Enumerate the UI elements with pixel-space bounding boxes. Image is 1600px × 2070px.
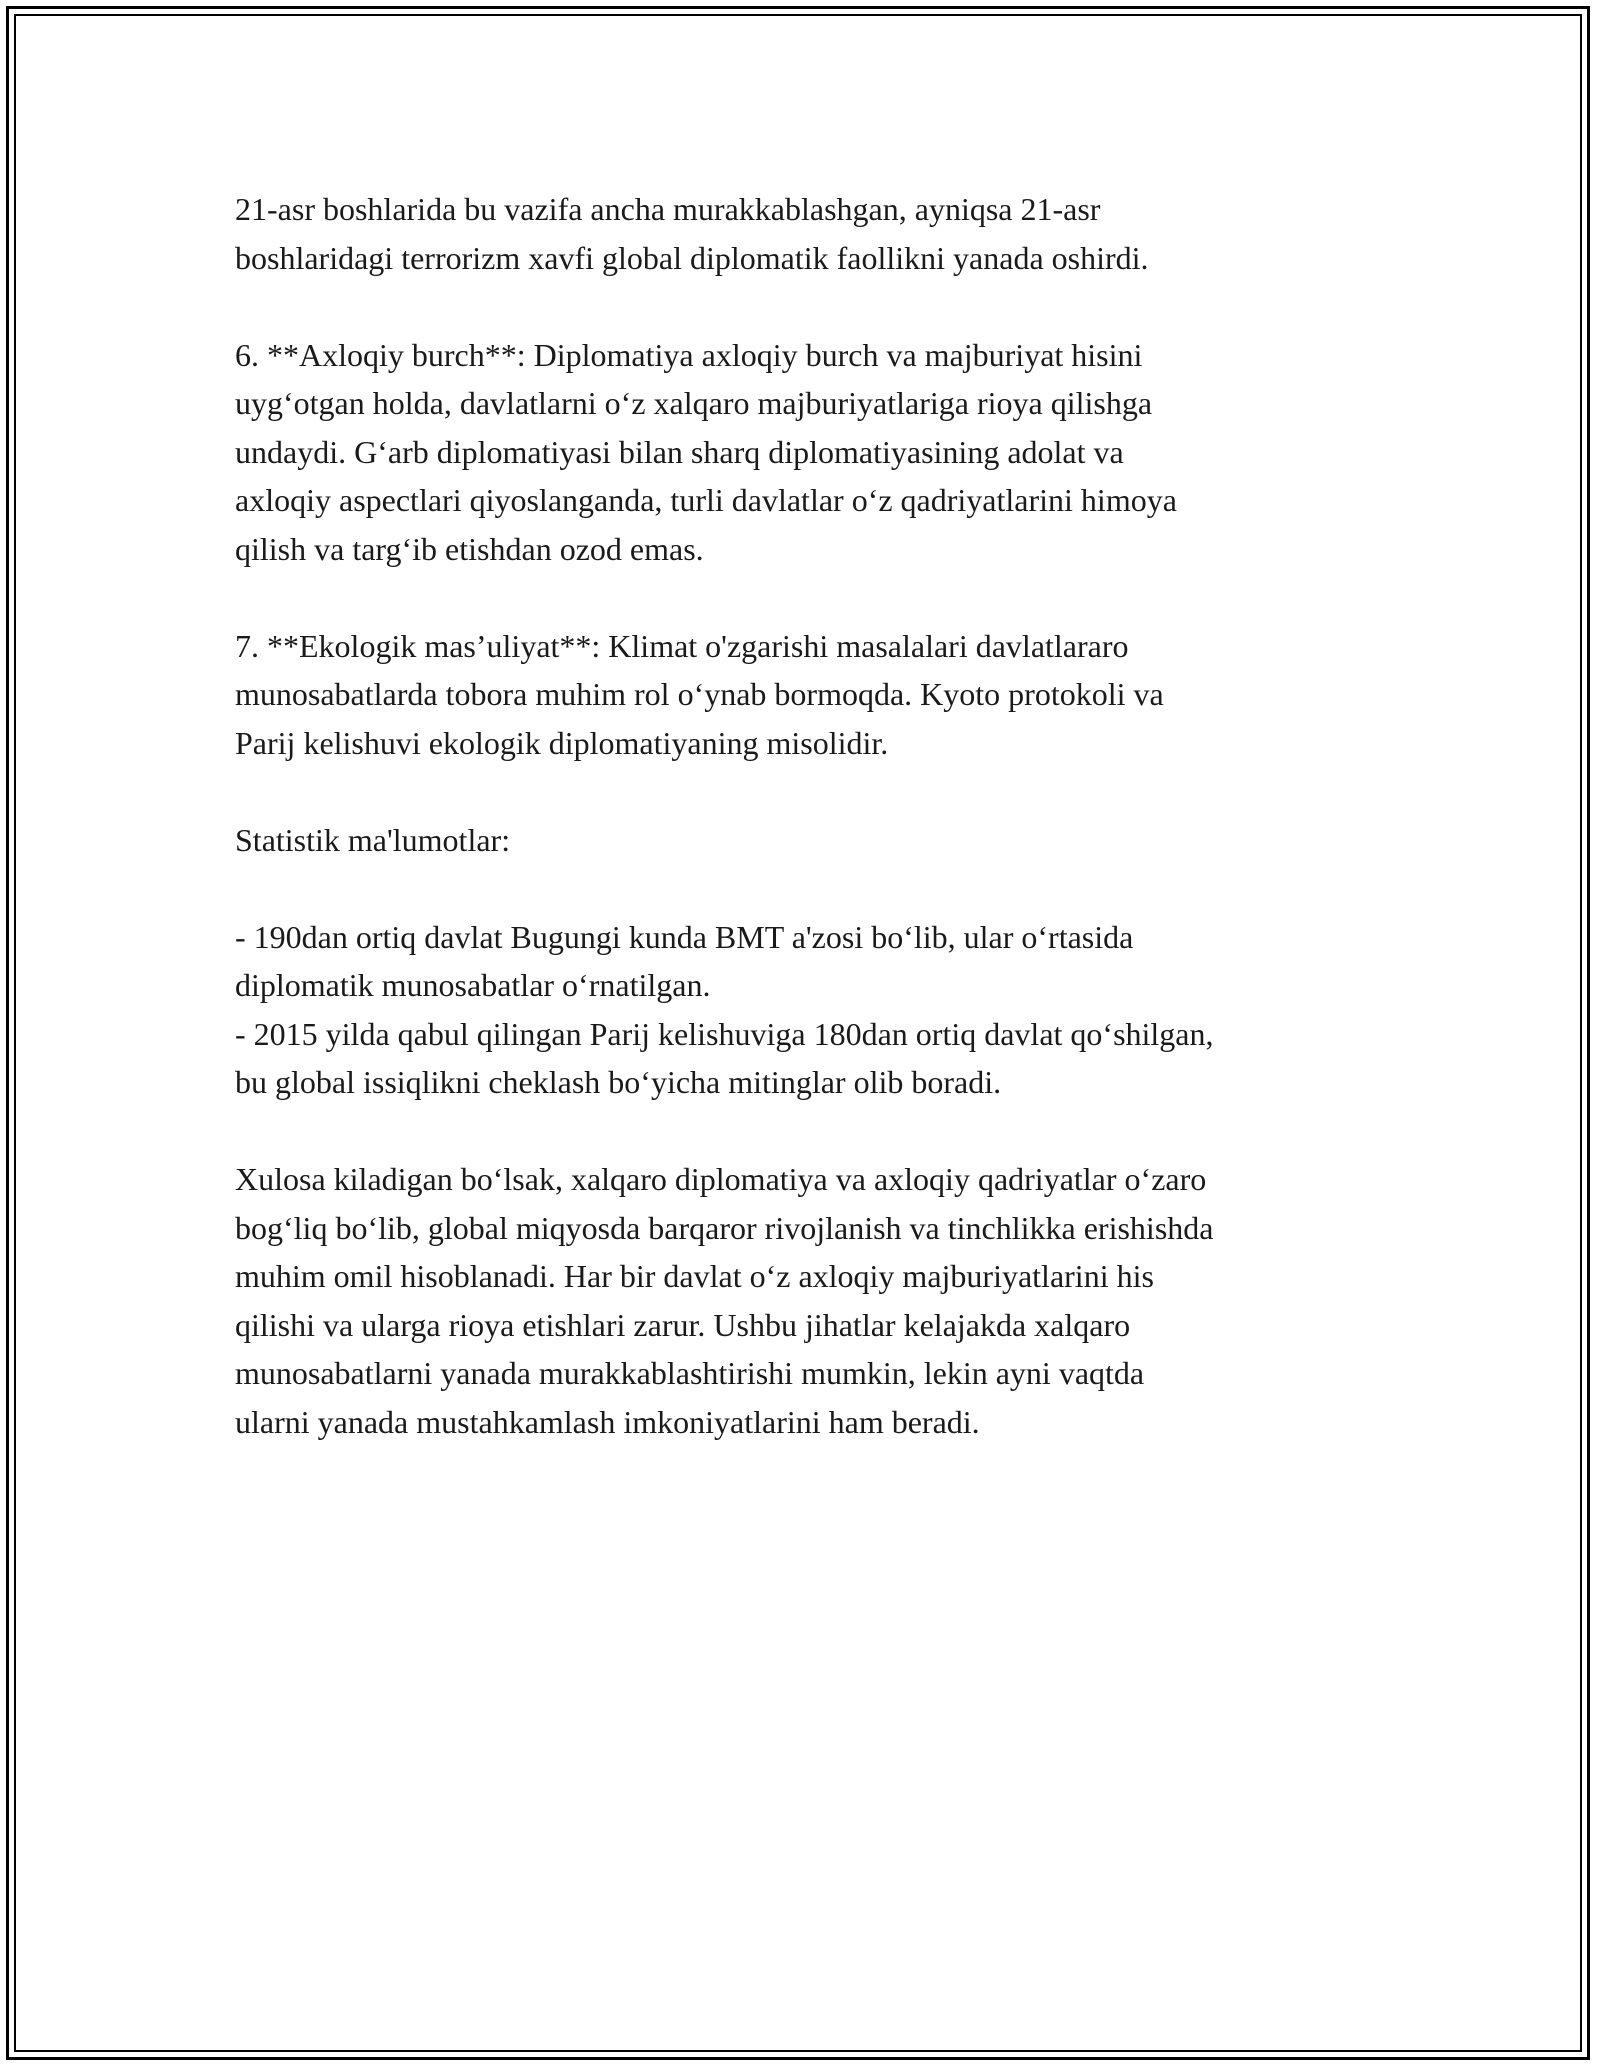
text-line: diplomatik munosabatlar o‘rnatilgan.	[235, 967, 711, 1003]
paragraph-conclusion	[235, 1155, 1375, 1446]
text-line: - 2015 yilda qabul qilingan Parij kelishuviga 180dan ortiq davlat qo‘shilgan,	[235, 1015, 1214, 1052]
text-line: 6. **Axloqiy burch**: Diplomatiya axloqiy burch va majburiyat hisini	[235, 336, 1143, 373]
text-line: Xulosa kiladigan bo‘lsak, xalqaro diplomatiya va axloqiy qadriyatlar o‘zaro	[235, 1161, 1207, 1197]
text-line: 21-asr boshlarida bu vazifa ancha murakkablashgan, ayniqsa 21-asr	[235, 191, 1101, 227]
text-line: axloqiy aspectlari qiyoslanganda, turli davlatlar o‘z qadriyatlarini himoya	[235, 482, 1177, 518]
text-line: - 190dan ortiq davlat Bugungi kunda BMT a'zosi bo‘lib, ular o‘rtasida	[235, 918, 1134, 955]
paragraph-statistics-list	[235, 913, 1375, 1107]
text-line: bu global issiqlikni cheklash bo‘yicha mitinglar olib boradi.	[235, 1064, 1002, 1100]
document-body	[235, 185, 1375, 1495]
text-line: undaydi. G‘arb diplomatiyasi bilan sharq diplomatiyasining adolat va	[235, 433, 1124, 470]
paragraph-statistics-heading	[235, 816, 1375, 865]
text-line: uyg‘otgan holda, davlatlarni o‘z xalqaro majburiyatlariga rioya qilishga	[235, 385, 1153, 421]
text-line: bog‘liq bo‘lib, global miqyosda barqaror rivojlanish va tinchlikka erishishda	[235, 1209, 1214, 1246]
text-line: ularni yanada mustahkamlash imkoniyatlarini ham beradi.	[235, 1403, 980, 1440]
paragraph-ecological-responsibility	[235, 622, 1375, 768]
text-line: qilishi va ularga rioya etishlari zarur. Ushbu jihatlar kelajakda xalqaro	[235, 1306, 1131, 1343]
text-line: qilish va targ‘ib etishdan ozod emas.	[235, 530, 704, 567]
paragraph-ethical-duty	[235, 331, 1375, 574]
text-line: munosabatlarda tobora muhim rol o‘ynab bormoqda. Kyoto protokoli va	[235, 676, 1164, 712]
text-line: munosabatlarni yanada murakkablashtirishi mumkin, lekin ayni vaqtda	[235, 1355, 1145, 1391]
text-line: muhim omil hisoblanadi. Har bir davlat o‘z axloqiy majburiyatlarini his	[235, 1258, 1154, 1294]
paragraph-intro	[235, 185, 1375, 282]
text-line: boshlaridagi terrorizm xavfi global diplomatik faollikni yanada oshirdi.	[235, 239, 1149, 276]
text-line: 7. **Ekologik mas’uliyat**: Klimat o'zgarishi masalalari davlatlararo	[235, 627, 1129, 664]
text-line: Statistik ma'lumotlar:	[235, 821, 511, 858]
text-line: Parij kelishuvi ekologik diplomatiyaning misolidir.	[235, 724, 889, 761]
